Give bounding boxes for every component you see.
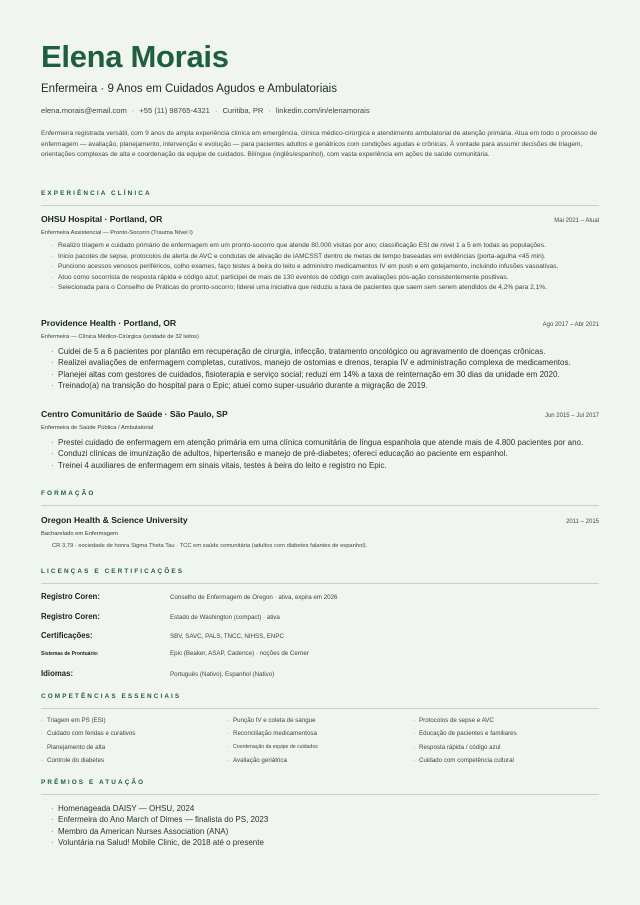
education-dates: 2011 – 2015 — [566, 519, 599, 525]
candidate-name: Elena Morais — [41, 39, 229, 74]
list-item: · Controle do diabetes — [41, 754, 227, 767]
job-organization: Providence Health · Portland, OR — [41, 318, 177, 328]
list-item: · Avaliação geriátrica — [227, 754, 413, 767]
awards-section-title: PRÊMIOS E ATUAÇÃO — [41, 779, 146, 786]
list-item: · Realizei avaliações de enfermagem completas, curativos, manejo de ostomias e drenos, terapia IV e administração complexa de medicamentos. — [41, 357, 599, 368]
job-bullets — [41, 346, 599, 392]
section-divider — [41, 794, 599, 795]
candidate-headline: Enfermeira · 9 Anos em Cuidados Agudos e Ambulatoriais — [41, 83, 337, 95]
list-item: · Atuo como socorrista de resposta rápida e código azul; participei de mais de 130 eventos de código com avaliações pós-ação consistentemente positivas. — [41, 273, 599, 284]
list-item: · Planejei altas com gestores de cuidados, fisioterapia e serviço social; reduzi em 14% a taxa de reinternação em 30 dias da unidade em 2020. — [41, 369, 599, 380]
license-label: Registro Coren: — [41, 612, 100, 621]
job-entry-providence — [41, 318, 599, 392]
license-value: SBV, SAVC, PALS, TNCC, NIHSS, ENPC — [170, 633, 284, 640]
job-role: Enfermeira — Clínica Médico-Cirúrgica (unidade de 32 leitos) — [41, 334, 199, 340]
license-label: Idiomas: — [41, 669, 74, 678]
job-entry-ohsu — [41, 214, 599, 294]
contact-email[interactable]: elena.morais@email.com — [41, 106, 127, 115]
education-section — [41, 490, 599, 506]
list-item: · Cuidado com competência cultural — [413, 754, 599, 767]
list-item: · Selecionada para o Conselho de Práticas do pronto-socorro; liderei uma iniciativa que reduziu a taxa de pacientes que saem sem serem atendidos de 4,2% para 2,1%. — [41, 283, 599, 294]
section-divider — [41, 708, 599, 709]
job-dates: Mai 2021 – Atual — [554, 218, 599, 224]
list-item: · Prestei cuidado de enfermagem em atenção primária em uma clínica comunitária de língua espanhola que atende mais de 4.800 pacientes por ano. — [41, 437, 599, 448]
professional-summary: Enfermeira registrada versátil, com 9 anos de ampla experiência clínica em emergência, clínica médico-cirúrgica e atendimento ambulatorial de atenção primária. Atua em todo o processo de enfermagem — avaliação, planejamento, intervenção e evolução — para pacientes adultos e geriátricos com condições agudas e crônicas. À vontade para assumir decisões de triagem, orientações complexas de alta e coordenação da equipe de cuidados. Bilíngue (inglês/espanhol), com vasta experiência em ações de saúde comunitária. — [41, 130, 597, 158]
awards-section — [41, 779, 599, 795]
section-divider — [41, 505, 599, 506]
list-item: · Enfermeira do Ano March of Dimes — finalista do PS, 2023 — [41, 814, 599, 825]
section-divider — [41, 583, 599, 584]
contact-phone: +55 (11) 98765-4321 — [139, 106, 210, 115]
contact-separator: · — [268, 106, 271, 115]
license-row — [41, 592, 599, 601]
competencies-section-title: COMPETÊNCIAS ESSENCIAIS — [41, 693, 182, 700]
contact-separator: · — [131, 106, 135, 115]
list-item: · Reconciliação medicamentosa — [227, 727, 413, 740]
contact-location: Curitiba, PR — [222, 106, 264, 115]
list-item: · Realizo triagem e cuidado primário de enfermagem em um pronto-socorro que atende 80.000 visitas por ano; classificação ESI de nível 1 a 5 em todas as populações. — [41, 241, 599, 252]
list-item: · Homenageada DAISY — OHSU, 2024 — [41, 803, 599, 814]
education-note: CR 3,79 · sociedade de honra Sigma Theta Tau · TCC em saúde comunitária (adultos com diabetes falantes de espanhol). — [52, 543, 368, 549]
list-item: · Conduzi clínicas de imunização de adultos, hipertensão e manejo de pré-diabetes; ofereci educação ao paciente em espanhol. — [41, 448, 599, 459]
license-value: Português (Nativo), Espanhol (Nativo) — [170, 671, 275, 678]
list-item: · Inicio pacotes de sepse, protocolos de alerta de AVC e condutas de ativação de IAMCSST dentro de metas de tempo baseadas em evidências (porta-agulha <45 min). — [41, 252, 599, 263]
licenses-section-title: LICENÇAS E CERTIFICAÇÕES — [41, 568, 185, 575]
job-role: Enfermeira de Saúde Pública / Ambulatorial — [41, 425, 154, 431]
list-item: · Planejamento de alta — [41, 741, 227, 754]
education-section-title: FORMAÇÃO — [41, 490, 96, 497]
list-item: · Cuidei de 5 a 6 pacientes por plantão em recuperação de cirurgia, infecção, tratamento oncológico ou agravamento de doenças crônicas. — [41, 346, 599, 357]
licenses-section — [41, 568, 599, 584]
competencies-section — [41, 693, 599, 709]
contact-separator: · — [214, 106, 218, 115]
competencies-grid — [41, 714, 599, 768]
list-item: · Punciono acessos venosos periféricos, colho exames, faço testes à beira do leito e administro medicamentos IV em push e em gotejamento, incluindo infusões vasoativas. — [41, 262, 599, 273]
list-item: · Triagem em PS (ESI) — [41, 714, 227, 727]
list-item: · Educação de pacientes e familiares — [413, 727, 599, 740]
job-bullets — [41, 241, 599, 294]
license-value: Estado de Washington (compact) · ativa — [170, 614, 280, 621]
job-dates: Ago 2017 – Abr 2021 — [542, 322, 599, 328]
list-item: · Treinado(a) na transição do hospital para o Epic; atuei como super-usuário durante a migração de 2019. — [41, 380, 599, 391]
license-label: Registro Coren: — [41, 592, 100, 601]
list-item: · Voluntária na Salud! Mobile Clinic, de 2018 até o presente — [41, 837, 599, 848]
list-item: · Membro da American Nurses Association (ANA) — [41, 826, 599, 837]
section-divider — [41, 205, 599, 206]
job-role: Enfermeira Assistencial — Pronto-Socorro (Trauma Nível I) — [41, 230, 193, 236]
license-value: Epic (Beaker, ASAP, Cadence) · noções de Cerner — [170, 650, 309, 657]
education-degree: Bacharelado em Enfermagem — [41, 531, 119, 537]
job-organization: Centro Comunitário de Saúde · São Paulo, SP — [41, 409, 228, 419]
list-item: · Coordenação da equipe de cuidados — [227, 741, 413, 754]
list-item: · Protocolos de sepse e AVC — [413, 714, 599, 727]
license-label: Sistemas de Prontuário: — [41, 651, 99, 657]
license-row — [41, 650, 599, 657]
job-entry-community-center — [41, 409, 599, 471]
license-row — [41, 612, 599, 621]
list-item: · Cuidado com feridas e curativos — [41, 727, 227, 740]
job-bullets — [41, 437, 599, 471]
contact-linkedin[interactable]: linkedin.com/in/elenamorais — [275, 106, 370, 115]
license-value: Conselho de Enfermagem de Oregon · ativa, expira em 2026 — [170, 594, 338, 601]
experience-section-title: EXPERIÊNCIA CLÍNICA — [41, 190, 152, 197]
list-item: · Treinei 4 auxiliares de enfermagem em sinais vitais, testes à beira do leito e registro no Epic. — [41, 460, 599, 471]
license-row — [41, 631, 599, 640]
license-row — [41, 669, 599, 678]
experience-section — [41, 190, 599, 206]
awards-list — [41, 803, 599, 849]
list-item: · Resposta rápida / código azul — [413, 741, 599, 754]
education-entry — [41, 515, 599, 549]
job-dates: Jun 2015 – Jul 2017 — [544, 413, 599, 419]
list-item: · Punção IV e coleta de sangue — [227, 714, 413, 727]
contact-line — [41, 106, 599, 116]
license-label: Certificações: — [41, 631, 93, 640]
education-school: Oregon Health & Science University — [41, 515, 188, 525]
job-organization: OHSU Hospital · Portland, OR — [41, 214, 163, 224]
